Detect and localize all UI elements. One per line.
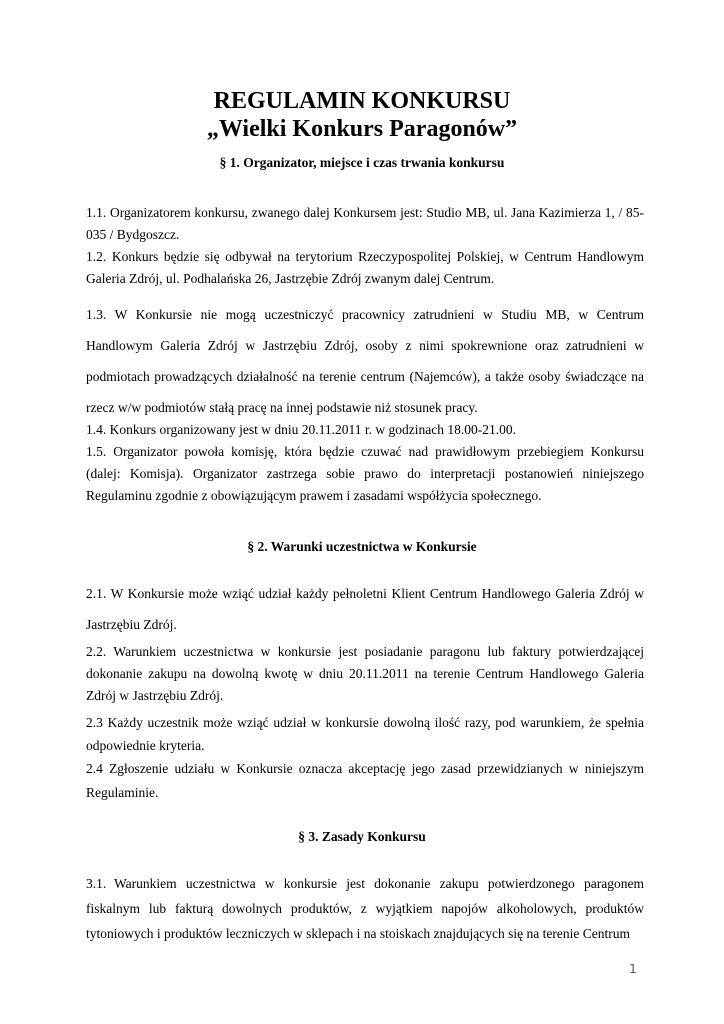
paragraph-3-1 (86, 871, 644, 946)
paragraph-3-1-text: Warunkiem uczestnictwa w konkursie jest dokonanie zakupu potwierdzonego paragonem fiskalnym lub fakturą dowolnych produktów, z wyjątkiem napojów alkoholowych, produktów tytoniowych i produktów leczniczych w sklepach i na stoiskach znajdujących się na terenie Centrum (86, 876, 644, 941)
paragraph-2-3: 2.3 Każdy uczestnik może wziąć udział w konkursie dowolną ilość razy, pod warunkiem, że spełnia odpowiednie kryteria. (86, 715, 644, 753)
paragraph-2-1: 2.1. W Konkursie może wziąć udział każdy pełnoletni Klient Centrum Handlowego Galeria Zdrój w Jastrzębiu Zdrój. (86, 586, 644, 632)
paragraph-1-1: 1.1. Organizatorem konkursu, zwanego dalej Konkursem jest: Studio MB, ul. Jana Kazimierza 1, / 85-035 / Bydgoszcz. (86, 205, 644, 242)
paragraph-1-4: 1.4. Konkurs organizowany jest w dniu 20.11.2011 r. w godzinach 18.00-21.00. (86, 422, 516, 437)
paragraph-1-5: 1.5. Organizator powoła komisję, która będzie czuwać nad prawidłowym przebiegiem Konkursu (dalej: Komisja). Organizator zastrzega sobie prawo do interpretacji postanowień niniejszego Regulaminu zgodnie z obowiązującym prawem i zasadami współżycia społecznego. (86, 444, 644, 503)
section-2-heading: § 2. Warunki uczestnictwa w Konkursie (247, 539, 477, 554)
paragraph-1-3: 1.3. W Konkursie nie mogą uczestniczyć pracownicy zatrudnieni w Studiu MB, w Centrum Handlowym Galeria Zdrój w Jastrzębiu Zdrój, osoby z nimi spokrewnione oraz zatrudnieni w podmiotach prowadzących działalność na terenie centrum (Najemców), a także osoby świadczące na rzecz w/w podmiotów stałą pracę na innej podstawie niż stosunek pracy. (86, 307, 644, 415)
paragraph-2-4: 2.4 Zgłoszenie udziału w Konkursie oznacza akceptację jego zasad przewidzianych w niniejszym Regulaminie. (86, 761, 644, 800)
paragraph-3-1-number: 3.1. (86, 876, 107, 891)
document-title: REGULAMIN KONKURSU (213, 88, 511, 114)
paragraph-1-2: 1.2. Konkurs będzie się odbywał na terytorium Rzeczypospolitej Polskiej, w Centrum Handlowym Galeria Zdrój, ul. Podhalańska 26, Jastrzębie Zdrój zwanym dalej Centrum. (86, 249, 644, 286)
section-3-heading: § 3. Zasady Konkursu (298, 829, 426, 844)
document-subtitle: „Wielki Konkurs Paragonów” (206, 116, 518, 142)
section-1-heading: § 1. Organizator, miejsce i czas trwania konkursu (219, 155, 505, 170)
paragraph-2-2: 2.2. Warunkiem uczestnictwa w konkursie jest posiadanie paragonu lub faktury potwierdzającej dokonanie zakupu na dowolną kwotę w dniu 20.11.2011 na terenie Centrum Handlowego Galeria Zdrój w Jastrzębiu Zdrój. (86, 644, 644, 703)
page-number: 1 (629, 962, 637, 976)
